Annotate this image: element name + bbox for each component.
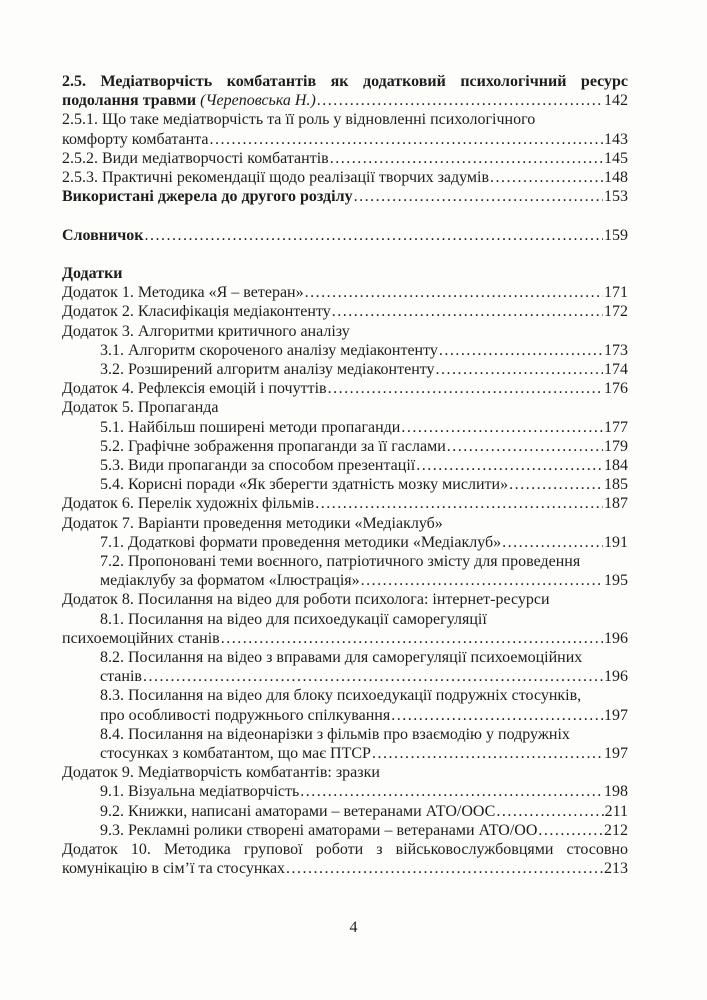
toc-page-number: 176 xyxy=(604,380,628,398)
dot-leader xyxy=(502,533,603,552)
toc-line-text: стосунках з комбатантом, що має ПТСР xyxy=(100,745,371,763)
toc-page-number: 177 xyxy=(604,418,628,436)
toc-page-number: 173 xyxy=(604,341,628,359)
toc-line-text: Словничок xyxy=(62,226,144,244)
page-number: 4 xyxy=(349,919,358,936)
toc-line-text: Додаток 10. Методика групової роботи з військовослужбовцями стосовно xyxy=(62,841,628,859)
toc-line xyxy=(62,168,628,187)
toc-line-text: 8.4. Посилання на відеонарізки з фільмів про взаємодію у подружніх xyxy=(100,725,570,743)
toc-line xyxy=(62,149,628,168)
toc-line xyxy=(62,782,628,801)
toc-line-text: про особливості подружнього спілкування xyxy=(100,706,391,724)
dot-leader xyxy=(143,667,603,686)
toc-page-number: 191 xyxy=(604,533,628,551)
toc-line xyxy=(62,437,628,456)
dot-leader xyxy=(391,706,603,725)
toc-line xyxy=(62,821,628,840)
toc-line-text: Додаток 6. Перелік художніх фільмів xyxy=(62,495,315,513)
toc-page-number: 197 xyxy=(604,745,628,763)
toc-line-text: 9.1. Візуальна медіатворчість xyxy=(100,783,300,801)
toc-line-text: 2.5.3. Практичні рекомендації щодо реалізації творчих задумів xyxy=(62,169,490,187)
toc-line xyxy=(62,840,628,859)
toc-page-number: 197 xyxy=(604,706,628,724)
toc-line-text: медіаклубу за форматом «Ілюстрація» xyxy=(100,572,360,590)
toc-line xyxy=(62,226,628,245)
dot-leader xyxy=(221,629,603,648)
toc-line-text-plain: подолання травми xyxy=(62,92,201,110)
toc-line-text: 3.2. Розширений алгоритм аналізу медіаконтенту xyxy=(100,361,435,379)
dot-leader xyxy=(305,283,603,302)
dot-leader xyxy=(538,821,603,840)
toc-line-text: Додаток 1. Методика «Я – ветеран» xyxy=(62,284,304,302)
toc-line-text: Додаток 4. Рефлексія емоцій і почуттів xyxy=(62,380,327,398)
toc-line xyxy=(62,706,628,725)
toc-line xyxy=(62,341,628,360)
dot-leader xyxy=(496,802,603,821)
toc-line xyxy=(62,91,628,110)
toc-line xyxy=(62,744,628,763)
toc-line-text: 9.2. Книжки, написані аматорами – ветеранами АТО/ООС xyxy=(100,802,496,820)
toc-line xyxy=(62,763,628,782)
toc-line-author: (Череповська Н.) xyxy=(200,92,316,110)
toc-line-text: 8.2. Посилання на відео з вправами для саморегуляції психоемоційних xyxy=(100,649,583,667)
toc-line-text: 9.3. Рекламні ролики створені аматорами – ветеранами АТО/ОО xyxy=(100,821,538,839)
toc-line xyxy=(62,648,628,667)
toc-spacer xyxy=(62,206,628,225)
dot-leader xyxy=(209,130,603,149)
toc-line xyxy=(62,475,628,494)
toc-line xyxy=(62,418,628,437)
dot-leader xyxy=(354,187,603,206)
toc-page-number: 171 xyxy=(604,284,628,302)
dot-leader xyxy=(286,859,603,878)
toc-page-number: 172 xyxy=(604,303,628,321)
toc-line xyxy=(62,514,628,533)
toc-line-text: 5.3. Види пропаганди за способом презентації xyxy=(100,457,416,475)
dot-leader xyxy=(300,782,603,801)
dot-leader xyxy=(416,456,603,475)
toc-line-text: Використані джерела до другого розділу xyxy=(62,188,353,206)
dot-leader xyxy=(490,168,603,187)
toc-line xyxy=(62,187,628,206)
toc-page-number: 174 xyxy=(604,361,628,379)
toc-line xyxy=(62,590,628,609)
toc-line xyxy=(62,379,628,398)
toc-line-text: 7.1. Додаткові формати проведення методики «Медіаклуб» xyxy=(100,533,502,551)
toc-line xyxy=(62,130,628,149)
toc-line xyxy=(62,398,628,417)
toc-page-number: 159 xyxy=(604,226,628,244)
toc-line-text: Додаток 7. Варіанти проведення методики «Медіаклуб» xyxy=(62,514,443,532)
toc-line xyxy=(62,494,628,513)
toc-line xyxy=(62,360,628,379)
toc-line-text: Додатки xyxy=(62,265,123,282)
toc-line xyxy=(62,667,628,686)
table-of-contents xyxy=(62,72,628,879)
dot-leader xyxy=(315,494,603,513)
dot-leader xyxy=(509,475,603,494)
toc-page-number: 185 xyxy=(604,476,628,494)
toc-line-text: 3.1. Алгоритм скороченого аналізу медіаконтенту xyxy=(100,341,438,359)
toc-line-text: 2.5. Медіатворчість комбатантів як додатковий психологічний ресурс xyxy=(62,73,628,90)
toc-page-number: 213 xyxy=(604,860,628,878)
toc-line-text: 2.5.2. Види медіатворчості комбатантів xyxy=(62,149,329,167)
toc-page-number: 198 xyxy=(604,783,628,801)
toc-line-text xyxy=(62,91,316,110)
dot-leader xyxy=(361,571,603,590)
toc-page-number: 195 xyxy=(604,572,628,590)
toc-page-number: 187 xyxy=(604,495,628,513)
toc-spacer xyxy=(62,245,628,264)
toc-page-number: 196 xyxy=(604,668,628,686)
toc-line xyxy=(62,302,628,321)
toc-page-number: 142 xyxy=(604,92,628,110)
toc-line xyxy=(62,456,628,475)
toc-line xyxy=(62,264,628,283)
toc-line-text: 2.5.1. Що таке медіатворчість та її роль у відновленні психологічного xyxy=(62,111,536,129)
toc-page-number: 212 xyxy=(604,821,628,839)
toc-line-text: 8.3. Посилання на відео для блоку психоедукації подружніх стосунків, xyxy=(100,687,582,705)
toc-page-number: 143 xyxy=(604,130,628,148)
dot-leader xyxy=(439,341,603,360)
dot-leader xyxy=(317,91,603,110)
toc-line-text: Додаток 8. Посилання на відео для роботи психолога: інтернет-ресурси xyxy=(62,591,550,609)
toc-line xyxy=(62,283,628,302)
toc-line xyxy=(62,322,628,341)
dot-leader xyxy=(447,437,603,456)
toc-line-text: комфорту комбатанта xyxy=(62,130,209,148)
toc-line-text: 5.1. Найбільш поширені методи пропаганди xyxy=(100,418,401,436)
toc-page-number: 179 xyxy=(604,437,628,455)
dot-leader xyxy=(144,226,603,245)
toc-line xyxy=(62,802,628,821)
toc-line xyxy=(62,629,628,648)
dot-leader xyxy=(372,744,603,763)
toc-line-text: станів xyxy=(100,668,142,686)
toc-page-number: 153 xyxy=(604,188,628,206)
toc-page-number: 148 xyxy=(604,169,628,187)
toc-line-text: комунікацію в сім’ї та стосунках xyxy=(62,860,286,878)
toc-line-text: 5.2. Графічне зображення пропаганди за її гаслами xyxy=(100,437,446,455)
toc-page-number: 145 xyxy=(604,149,628,167)
toc-page-number: 184 xyxy=(604,457,628,475)
toc-line xyxy=(62,686,628,705)
dot-leader xyxy=(332,302,603,321)
toc-line xyxy=(62,610,628,629)
toc-page-number: 196 xyxy=(604,629,628,647)
toc-line-text: 5.4. Корисні поради «Як зберегти здатність мозку мислити» xyxy=(100,476,509,494)
toc-line xyxy=(62,725,628,744)
dot-leader xyxy=(401,418,603,437)
toc-line-text: Додаток 2. Класифікація медіаконтенту xyxy=(62,303,331,321)
toc-page-number: 211 xyxy=(604,802,628,820)
toc-line-text: психоемоційних станів xyxy=(62,629,220,647)
toc-line-text: 7.2. Пропоновані теми воєнного, патріотичного змісту для проведення xyxy=(100,553,581,571)
toc-line-text: Додаток 5. Пропаганда xyxy=(62,399,219,417)
toc-line xyxy=(62,110,628,129)
dot-leader xyxy=(436,360,603,379)
toc-line-text: Додаток 9. Медіатворчість комбатантів: зразки xyxy=(62,764,380,782)
toc-line xyxy=(62,72,628,91)
toc-line xyxy=(62,859,628,878)
toc-line xyxy=(62,533,628,552)
dot-leader xyxy=(328,379,603,398)
toc-line-text: Додаток 3. Алгоритми критичного аналізу xyxy=(62,322,350,340)
toc-line-text: 8.1. Посилання на відео для психоедукації саморегуляції xyxy=(100,610,487,628)
toc-line xyxy=(62,571,628,590)
toc-line xyxy=(62,552,628,571)
dot-leader xyxy=(330,149,603,168)
